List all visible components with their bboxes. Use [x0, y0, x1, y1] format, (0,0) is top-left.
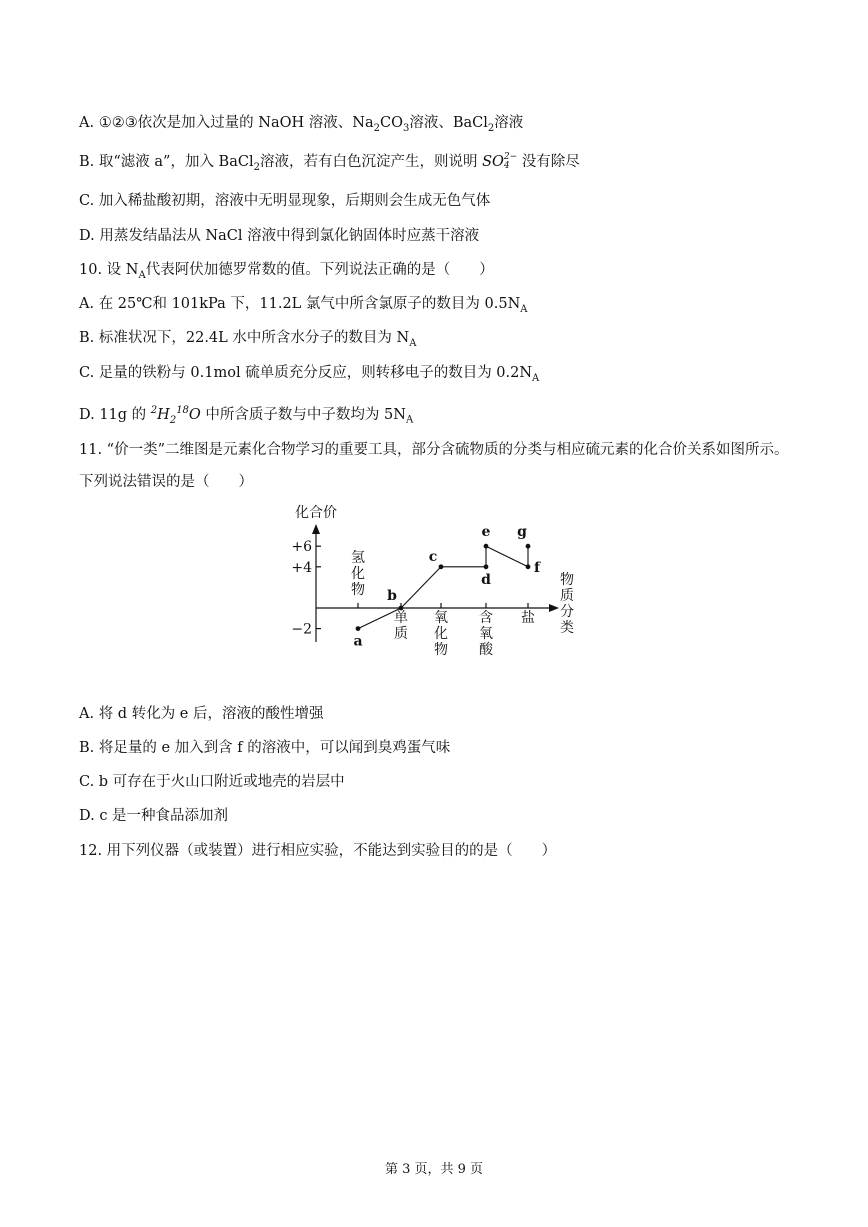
x-category-label: 氢: [351, 550, 365, 566]
q10-option-c-text: C. 足量的铁粉与 0.1mol 硫单质充分反应，则转移电子的数目为 0.2N: [79, 365, 533, 381]
sub: A: [532, 372, 540, 384]
sub: A: [405, 414, 414, 426]
q9-option-a-text4: 溶液: [494, 115, 524, 131]
point-d: [484, 564, 489, 569]
y-axis-label: 化合价: [295, 505, 337, 521]
q9-option-b-text3: 没有除尽: [521, 154, 580, 170]
q9-option-b-text2: 溶液，若有白色沉淀产生，则说明: [259, 154, 478, 170]
x-axis-label: 类: [560, 620, 574, 636]
x-category-label: 氧: [479, 626, 493, 642]
sub: A: [520, 303, 528, 315]
q9-option-b-text: B. 取“滤液 a”，加入 BaCl: [79, 154, 254, 170]
sub: 2: [487, 122, 495, 134]
sub: 2: [373, 122, 380, 134]
x-category-label: 化: [434, 626, 448, 642]
point-label-f: f: [533, 559, 541, 576]
x-category-label: 单: [394, 610, 408, 626]
x-category-label: 质: [394, 626, 408, 642]
q11-option-c: C. b 可存在于火山口附近或地壳的岩层中: [79, 774, 345, 790]
x-axis-label: 物: [560, 572, 574, 588]
q12-stem: 12. 用下列仪器（或装置）进行相应实验，不能达到实验目的的是（ ）: [79, 843, 557, 859]
point-label-d: d: [481, 571, 491, 588]
q11-option-a: A. 将 d 转化为 e 后，溶液的酸性增强: [79, 706, 324, 722]
point-label-b: b: [387, 588, 397, 604]
sup: 18: [176, 405, 189, 416]
q10-stem-text: 10. 设 N: [79, 262, 139, 278]
page-footer: 第 3 页，共 9 页: [384, 1162, 484, 1177]
q10-option-b-text: B. 标准状况下，22.4L 水中所含水分子的数目为 N: [79, 330, 410, 346]
q10-option-d-text2: 中所含质子数与中子数均为 5N: [205, 406, 406, 423]
q9-option-a-text3: 溶液、BaCl: [409, 115, 488, 131]
point-b: [399, 606, 404, 611]
q11-option-b: B. 将足量的 e 加入到含 f 的溶液中，可以闻到臭鸡蛋气味: [79, 740, 451, 756]
point-label-a: a: [353, 633, 363, 650]
series-line-segment: [401, 567, 441, 608]
x-category-label: 含: [479, 610, 493, 626]
point-label-c: c: [428, 548, 438, 565]
point-c: [439, 564, 444, 569]
formula-o: O: [188, 406, 201, 423]
q9-option-c-text: C. 加入稀盐酸初期，溶液中无明显现象，后期则会生成无色气体: [79, 193, 491, 209]
formula-sup: 2−: [503, 152, 518, 162]
x-category-label: 盐: [521, 610, 535, 626]
q9-option-d-text: D. 用蒸发结晶法从 NaCl 溶液中得到氯化钠固体时应蒸干溶液: [79, 228, 480, 244]
point-label-g: g: [517, 524, 527, 541]
x-axis-label: 质: [560, 588, 574, 604]
x-axis-arrow: [549, 604, 559, 612]
q11-stem: 11. “价一类”二维图是元素化合物学习的重要工具，部分含硫物质的分类与相应硫元素的化合价关系如图所示。下列说法错误的是（ ）: [79, 442, 789, 490]
x-axis-label: 分: [560, 604, 574, 620]
x-category-label: 物: [434, 642, 448, 658]
q9-option-a-text: A. ①②③依次是加入过量的 NaOH 溶液、Na: [79, 115, 374, 131]
x-category-label: 氧: [434, 610, 448, 626]
sup: 2: [150, 405, 158, 416]
y-tick-label: −2: [291, 621, 312, 638]
y-tick-label: +4: [291, 559, 312, 576]
sub: A: [138, 269, 146, 281]
q10-option-d-text: D. 11g 的: [79, 406, 147, 423]
formula-h: H: [157, 406, 170, 423]
x-category-label: 物: [351, 582, 365, 598]
point-e: [484, 544, 489, 549]
x-category-label: 酸: [479, 642, 493, 658]
x-category-label: 化: [351, 566, 365, 582]
point-a: [356, 626, 361, 631]
q10-stem-text2: 代表阿伏加德罗常数的值。下列说法正确的是（ ）: [145, 262, 494, 278]
sub: 2: [169, 414, 177, 426]
point-g: [526, 544, 531, 549]
q9-option-a-text2: CO: [379, 115, 403, 131]
y-axis-arrow: [312, 524, 320, 534]
y-tick-label: +6: [291, 539, 312, 556]
point-label-e: e: [481, 524, 491, 541]
sub: 3: [402, 122, 410, 134]
point-f: [526, 564, 531, 569]
formula-sub: 4: [503, 161, 510, 171]
sub: A: [409, 337, 417, 349]
formula-base: SO: [482, 154, 504, 170]
series-line-segment: [486, 546, 528, 567]
q11-option-d: D. c 是一种食品添加剂: [79, 808, 229, 824]
sub: 2: [253, 161, 260, 173]
q10-option-a-text: A. 在 25℃和 101kPa 下，11.2L 氯气中所含氯原子的数目为 0.5N: [79, 296, 521, 312]
